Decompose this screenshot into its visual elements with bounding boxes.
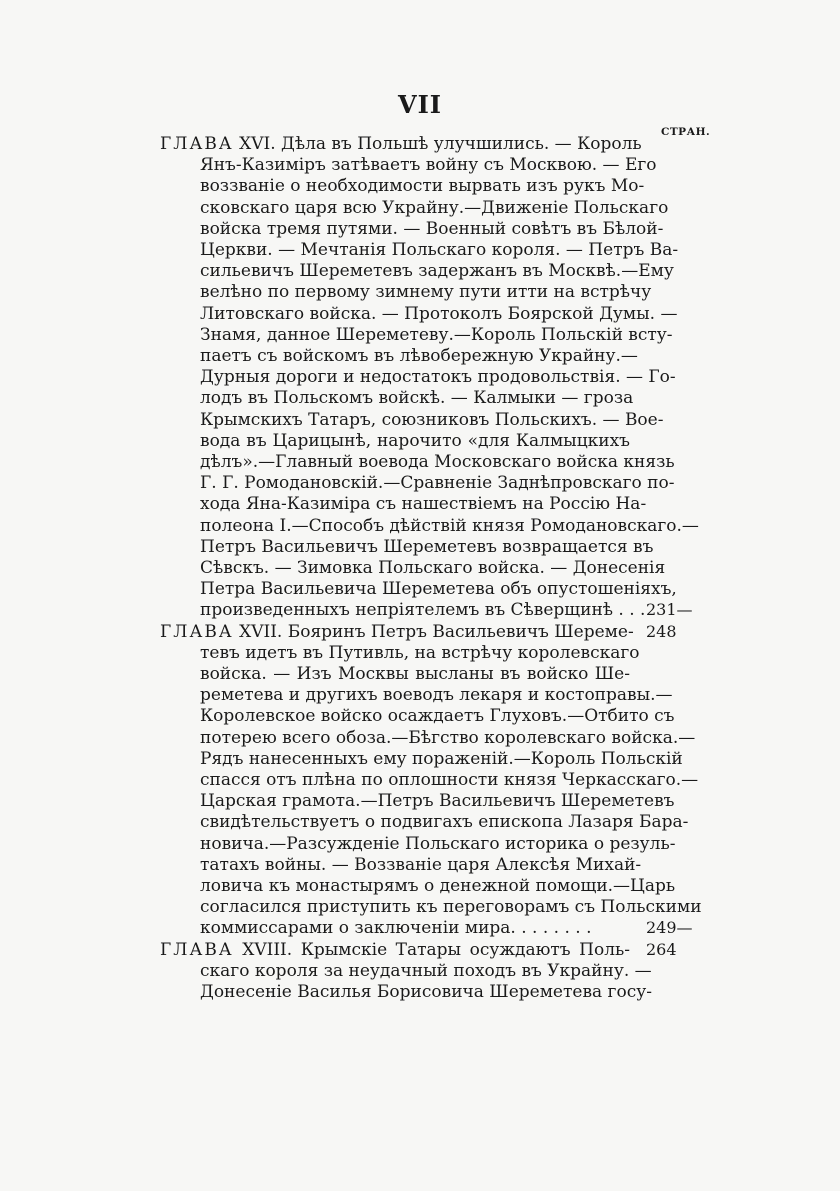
chapter-text-line: Дурныя дороги и недостатокъ продовольствія. — Го- xyxy=(200,367,676,388)
chapter-text-line: хода Яна-Казиміра съ нашествіемъ на Россію На- xyxy=(200,494,647,515)
chapter-text-line: войска. — Изъ Москвы высланы въ войско Ше- xyxy=(200,664,630,684)
chapter-text-line: полеона I.—Способъ дѣйствій князя Ромодановскаго.— xyxy=(200,515,699,536)
chapter-text-line: вода въ Царицынѣ, нарочито «для Калмыцкихъ xyxy=(200,430,630,451)
chapter-text-line: татахъ войны. — Воззваніе царя Алексѣя Михай- xyxy=(200,854,642,875)
chapter-heading-line xyxy=(160,939,630,961)
chapter-text-line: ловича къ монастырямъ о денежной помощи.—Царь xyxy=(200,876,676,896)
chapter-text-line: Рядъ нанесенныхъ ему пораженій.—Король Польскій xyxy=(200,748,683,769)
chapter-text-line: согласился приступить къ переговорамъ съ Польскими xyxy=(200,897,702,918)
chapter-text-line: скаго короля за неудачный походъ въ Украйну. — xyxy=(200,960,652,981)
chapter-text-line: велѣно по первому зимнему пути итти на встрѣчу xyxy=(200,282,652,303)
chapter-pages: 249—264 xyxy=(646,918,693,960)
chapter-number: XVI. xyxy=(239,134,276,154)
chapter-text-line: сильевичъ Шереметевъ задержанъ въ Москвѣ.—Ему xyxy=(200,261,674,282)
chapter-text-line: коммиссарами о заключеніи мира. . . . . . . . xyxy=(200,918,592,939)
chapter-text-line: воззваніе о необходимости вырвать изъ рукъ Мо- xyxy=(200,176,645,197)
chapter-number: XVII. xyxy=(239,621,283,642)
chapter-text-line: сковскаго царя всю Украйну.—Движеніе Польскаго xyxy=(200,197,669,218)
chapter-number: XVIII. xyxy=(242,939,293,960)
chapter-text-line: Царская грамота.—Петръ Васильевичъ Шереметевъ xyxy=(200,791,675,812)
chapter-text-line: Сѣвскъ. — Зимовка Польскаго войска. — Донесенія xyxy=(200,558,666,578)
chapter-text-line: дѣлъ».—Главный воевода Московскаго войска князь xyxy=(200,452,675,472)
chapter-text-line: Петра Васильевича Шереметева объ опустошеніяхъ, xyxy=(200,579,677,600)
chapter-heading-line xyxy=(160,133,642,155)
chapter-text-line: свидѣтельствуетъ о подвигахъ епископа Лазаря Бара- xyxy=(200,812,689,833)
chapter-text-line: тевъ идетъ въ Путивль, на встрѣчу королевскаго xyxy=(200,642,640,663)
chapter-text-line: лодъ въ Польскомъ войскѣ. — Калмыки — гроза xyxy=(200,388,634,409)
chapter-text-line: Г. Г. Ромодановскій.—Сравненіе Заднѣпровскаго по- xyxy=(200,473,675,494)
pages-column-header: СТРАН. xyxy=(661,126,711,138)
chapter-text-line: Петръ Васильевичъ Шереметевъ возвращается въ xyxy=(200,536,654,557)
chapter-text-line: реметева и другихъ воеводъ лекаря и костоправы.— xyxy=(200,685,673,706)
chapter-text-line: Церкви. — Мечтанія Польскаго короля. — Петръ Ва- xyxy=(200,240,679,260)
chapter-text-line: Королевское войско осаждаетъ Глуховъ.—Отбито съ xyxy=(200,706,675,727)
chapter-pages: 231—248 xyxy=(646,600,693,642)
chapter-heading-line xyxy=(160,621,634,643)
chapter-text-line: новича.—Разсужденіе Польскаго историка о резуль- xyxy=(200,833,676,854)
chapter-first-line: Дѣла въ Польшѣ улучшились. — Король xyxy=(281,134,642,154)
chapter-text-line: Донесеніе Василья Борисовича Шереметева госу- xyxy=(200,982,652,1002)
chapter-text-line: Литовскаго войска. — Протоколъ Боярской Думы. — xyxy=(200,303,678,324)
chapter-first-line: Бояринъ Петръ Васильевичъ Шереме- xyxy=(287,621,634,642)
chapter-label: ГЛАВА xyxy=(160,939,234,960)
chapter-text-line: произведенныхъ непріятелемъ въ Сѣверщинѣ . . . xyxy=(200,600,646,621)
chapter-text-line: Янъ-Казиміръ затѣваетъ войну съ Москвою. — Его xyxy=(200,155,657,176)
chapter-text-line: Знамя, данное Шереметеву.—Король Польскій всту- xyxy=(200,324,673,345)
chapter-text-line: Крымскихъ Татаръ, союзниковъ Польскихъ. — Вое- xyxy=(200,409,664,430)
chapter-text-line: паетъ съ войскомъ въ лѣвобережную Украйну.— xyxy=(200,346,638,366)
chapter-text-line: спасся отъ плѣна по оплошности князя Черкасскаго.— xyxy=(200,770,699,790)
chapter-label: ГЛАВА xyxy=(160,134,234,154)
page-number: VII xyxy=(397,90,443,119)
chapter-first-line: Крымскіе Татары осуждаютъ Поль- xyxy=(300,939,630,960)
chapter-text-line: потерею всего обоза.—Бѣгство королевскаго войска.— xyxy=(200,727,696,748)
chapter-text-line: войска тремя путями. — Военный совѣтъ въ Бѣлой- xyxy=(200,218,664,239)
chapter-label: ГЛАВА xyxy=(160,621,234,642)
